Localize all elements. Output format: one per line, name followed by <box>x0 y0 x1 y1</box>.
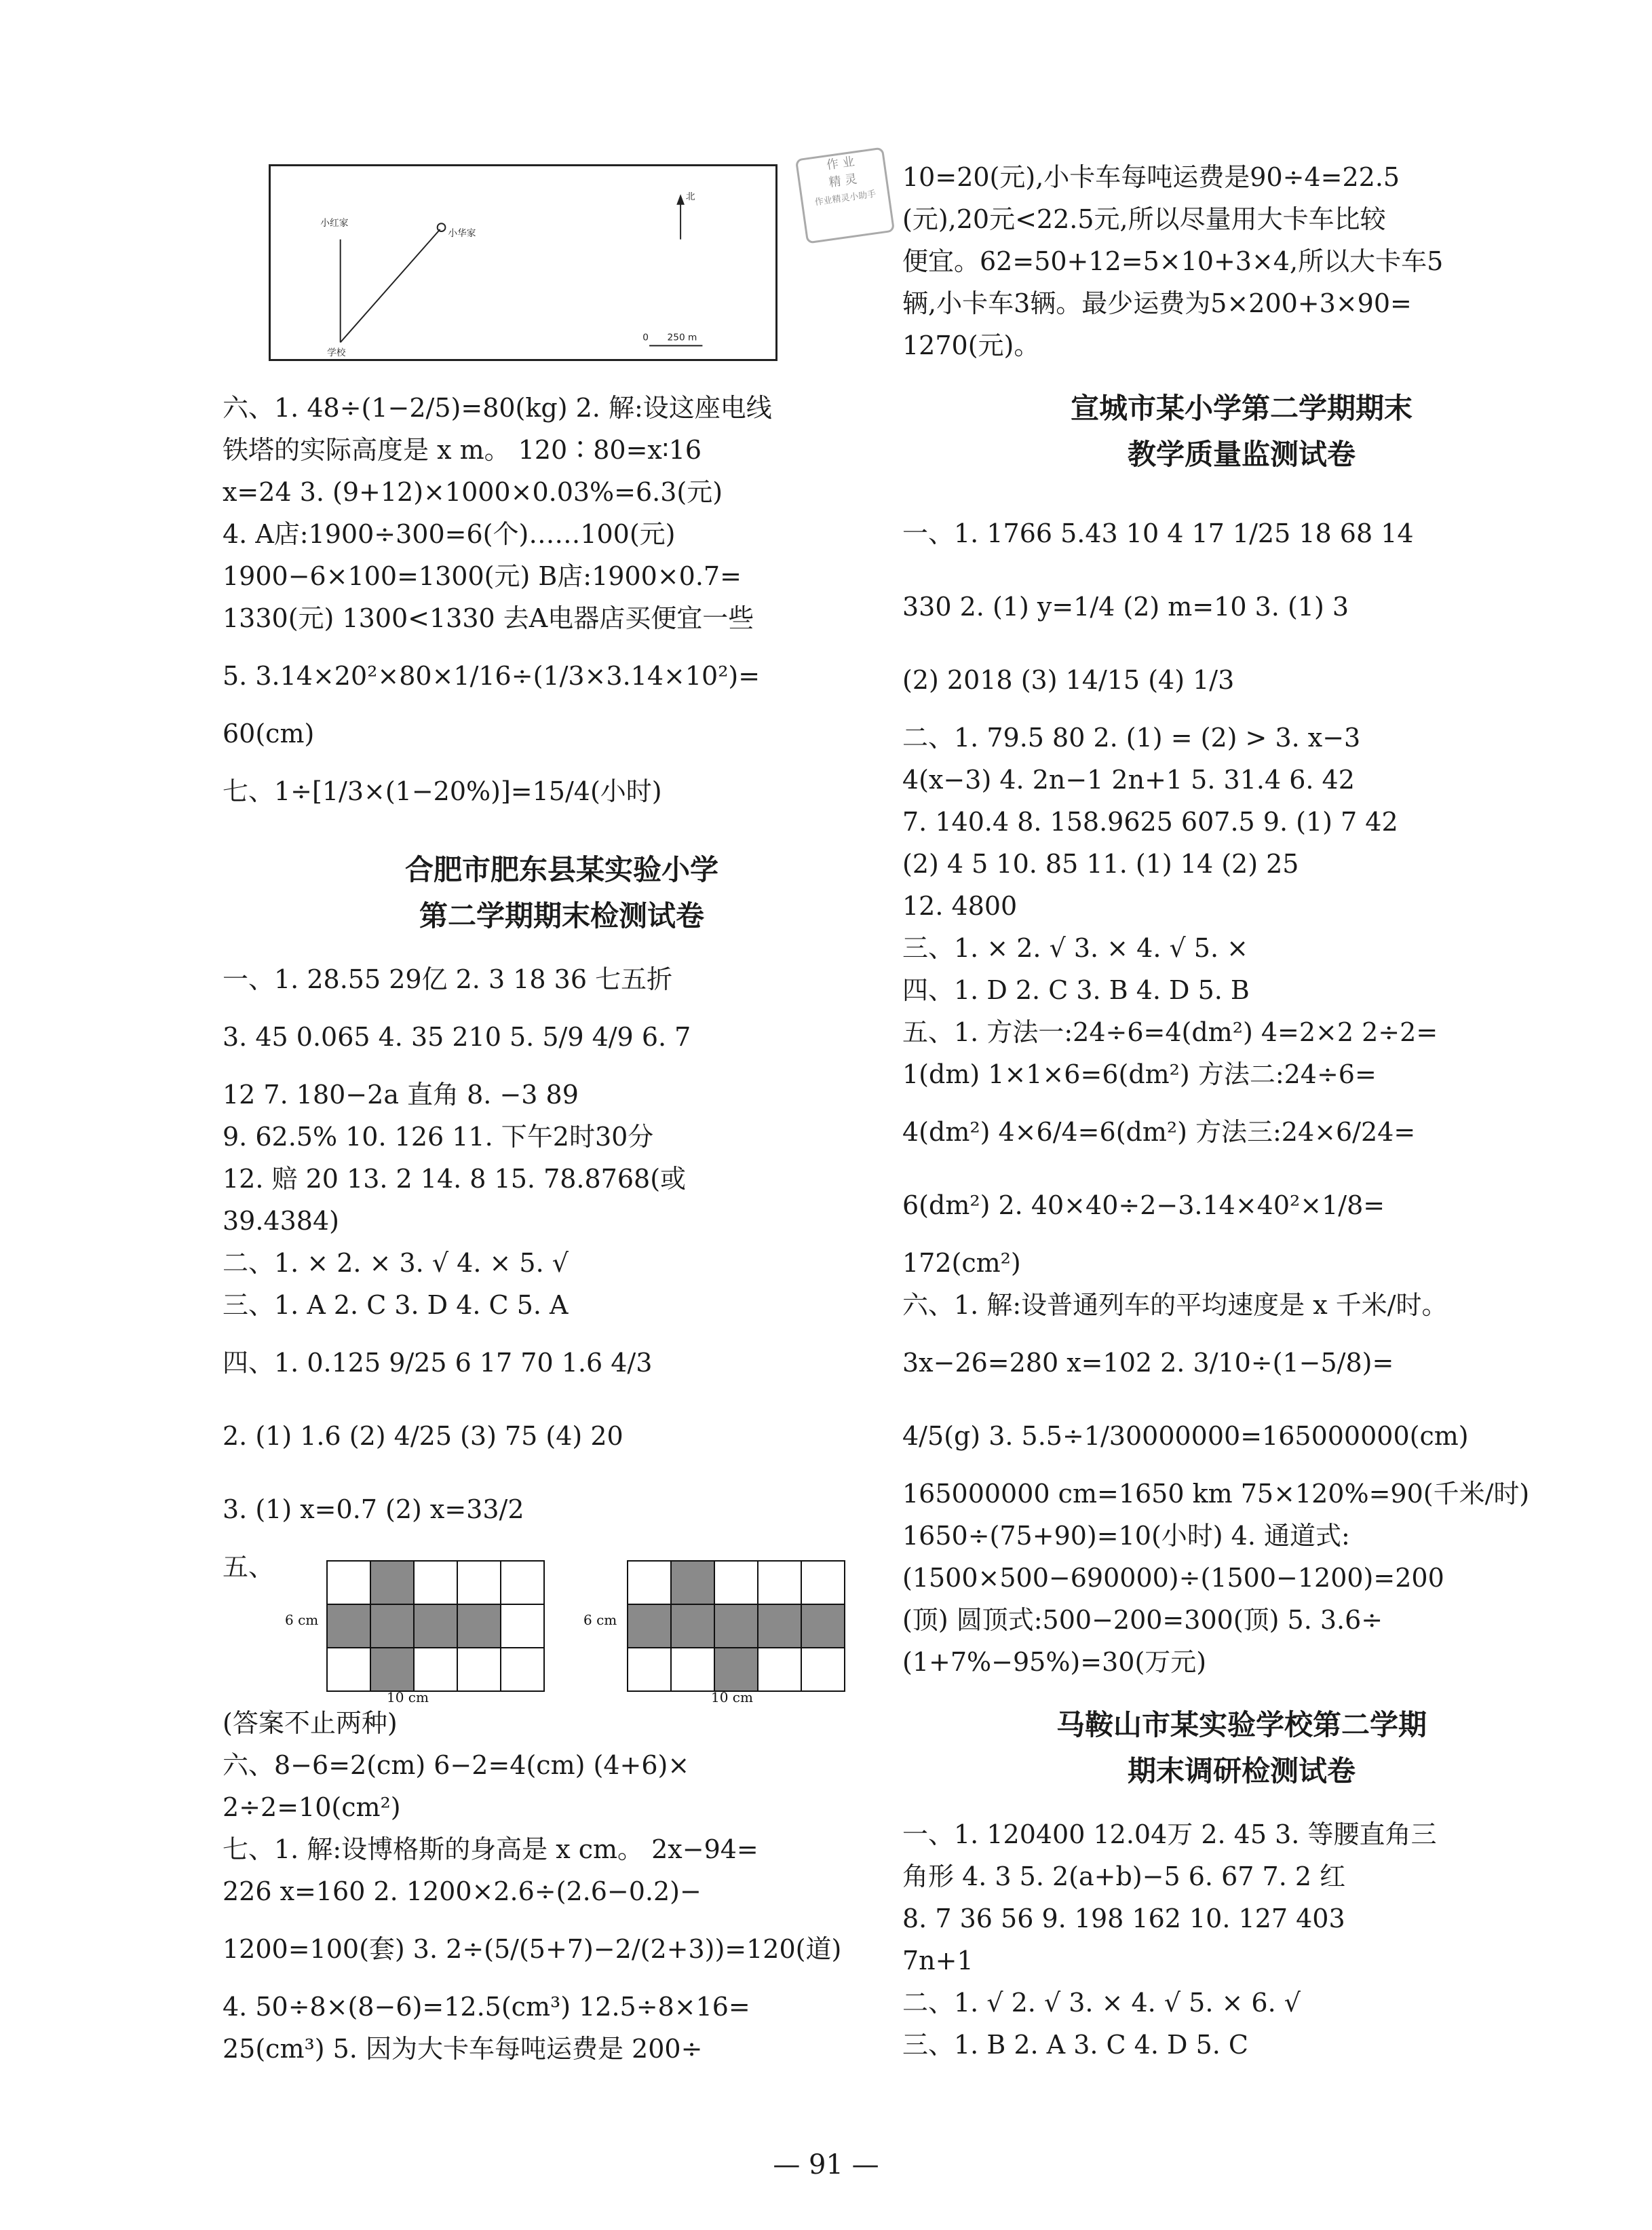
answer-line: (1+7%−95%)=30(万元) <box>902 1647 1207 1677</box>
map-svg <box>271 166 775 359</box>
answer-line: (2) 2018 (3) 14/15 (4) 1/3 <box>902 665 1235 695</box>
stamp-line-1: 作 业 <box>825 154 856 173</box>
answer-line: 1650÷(75+90)=10(小时) 4. 通道式: <box>902 1521 1350 1551</box>
shaded-cell <box>671 1604 714 1648</box>
answer-line: 二、1. × 2. × 3. √ 4. × 5. √ <box>223 1248 569 1278</box>
answer-line: 8. 7 36 56 9. 198 162 10. 127 403 <box>902 1904 1345 1933</box>
right-column <box>902 156 1581 2066</box>
stamp-line-2: 精 灵 <box>828 172 858 191</box>
answer-line: 7. 140.4 8. 158.9625 607.5 9. (1) 7 42 <box>902 807 1398 837</box>
grid-cell <box>801 1561 845 1604</box>
section-title: 第二学期期末检测试卷 <box>419 899 704 932</box>
answer-line: 五、 <box>223 1552 275 1582</box>
answer-line: 六、8−6=2(cm) 6−2=4(cm) (4+6)× <box>223 1750 690 1780</box>
shaded-cell <box>370 1648 414 1691</box>
shaded-cell <box>327 1604 370 1648</box>
answer-line: (答案不止两种) <box>223 1708 398 1738</box>
north-label: 北 <box>685 191 695 202</box>
grid-cell <box>327 1648 370 1691</box>
grid-cell <box>501 1604 544 1648</box>
xiaohong-label: 小红家 <box>320 218 349 229</box>
map-figure <box>269 164 777 361</box>
scale-zero-label: 0 <box>642 332 649 343</box>
answer-line: 4(x−3) 4. 2n−1 2n+1 5. 31.4 6. 42 <box>902 765 1355 795</box>
answer-line: 5. 3.14×20²×80×1/16÷(1/3×3.14×10²)= <box>223 661 761 691</box>
answer-line: (1500×500−690000)÷(1500−1200)=200 <box>902 1563 1444 1593</box>
answer-line: 3x−26=280 x=102 2. 3/10÷(1−5/8)= <box>902 1348 1394 1378</box>
answer-line: 4. 50÷8×(8−6)=12.5(cm³) 12.5÷8×16= <box>223 1992 750 2022</box>
answer-line: x=24 3. (9+12)×1000×0.03%=6.3(元) <box>223 477 723 507</box>
answer-line: 二、1. 79.5 80 2. (1) = (2) > 3. x−3 <box>902 723 1361 753</box>
grid-svg <box>285 1554 855 1710</box>
answer-line: 1(dm) 1×1×6=6(dm²) 方法二:24÷6= <box>902 1059 1377 1089</box>
grid-cell <box>414 1561 457 1604</box>
xiaohua-marker <box>438 223 446 231</box>
grid-cell <box>501 1561 544 1604</box>
answer-line: 便宜。62=50+12=5×10+3×4,所以大卡车5 <box>902 246 1444 276</box>
answer-line: 六、1. 48÷(1−2/5)=80(kg) 2. 解:设这座电线 <box>223 393 772 423</box>
answer-line: 二、1. √ 2. √ 3. × 4. √ 5. × 6. √ <box>902 1988 1301 2018</box>
answer-line: 9. 62.5% 10. 126 11. 下午2时30分 <box>223 1122 654 1152</box>
grid-figures <box>285 1554 855 1710</box>
answer-line: 1900−6×100=1300(元) B店:1900×0.7= <box>223 561 742 591</box>
xiaohua-label: 小华家 <box>448 227 476 239</box>
answer-line: 1200=100(套) 3. 2÷(5/(5+7)−2/(2+3))=120(道) <box>223 1934 842 1964</box>
answer-line: 7n+1 <box>902 1946 974 1976</box>
answer-line: 六、1. 解:设普通列车的平均速度是 x 千米/时。 <box>902 1290 1448 1320</box>
answer-line: 226 x=160 2. 1200×2.6÷(2.6−0.2)− <box>223 1876 702 1906</box>
section-title: 合肥市肥东县某实验小学 <box>404 853 718 886</box>
grid-cell <box>327 1561 370 1604</box>
shaded-cell <box>801 1604 845 1648</box>
grid-figure-b <box>628 1561 845 1691</box>
answer-line: (元),20元<22.5元,所以尽量用大卡车比较 <box>902 204 1386 234</box>
answer-line: 三、1. B 2. A 3. C 4. D 5. C <box>902 2030 1248 2060</box>
shaded-cell <box>714 1648 758 1691</box>
scale-label: 250 m <box>667 332 697 343</box>
answer-line: 七、1÷[1/3×(1−20%)]=15/4(小时) <box>223 776 662 806</box>
section-title: 宣城市某小学第二学期期末 <box>1070 392 1413 425</box>
answer-line: 三、1. × 2. √ 3. × 4. √ 5. × <box>902 933 1248 963</box>
answer-line: 4(dm²) 4×6/4=6(dm²) 方法三:24×6/24= <box>902 1117 1416 1147</box>
grid-cell <box>628 1648 671 1691</box>
answer-line: 60(cm) <box>223 719 315 749</box>
answer-line: 一、1. 1766 5.43 10 4 17 1/25 18 68 14 <box>902 518 1414 548</box>
grid-a-height-label: 6 cm <box>285 1612 319 1628</box>
answer-line: 39.4384) <box>223 1206 339 1236</box>
answer-line: 铁塔的实际高度是 x m。 120∶80=x∶16 <box>223 435 702 465</box>
answer-line: 一、1. 120400 12.04万 2. 45 3. 等腰直角三 <box>902 1819 1437 1849</box>
answer-line: 四、1. 0.125 9/25 6 17 70 1.6 4/3 <box>223 1348 653 1378</box>
shaded-cell <box>758 1604 801 1648</box>
grid-cell <box>457 1561 501 1604</box>
answer-line: (2) 4 5 10. 85 11. (1) 14 (2) 25 <box>902 849 1299 879</box>
answer-line: (顶) 圆顶式:500−200=300(顶) 5. 3.6÷ <box>902 1605 1383 1635</box>
section-title: 马鞍山市某实验学校第二学期 <box>1056 1708 1427 1741</box>
grid-cell <box>758 1561 801 1604</box>
north-arrow-head <box>676 194 685 205</box>
school-label: 学校 <box>327 347 346 359</box>
answer-line: 12. 赔 20 13. 2 14. 8 15. 78.8768(或 <box>223 1164 687 1194</box>
answer-line: 七、1. 解:设博格斯的身高是 x cm。 2x−94= <box>223 1834 758 1864</box>
left-column <box>223 387 901 2070</box>
answer-line: 一、1. 28.55 29亿 2. 3 18 36 七五折 <box>223 964 673 994</box>
answer-line: 12. 4800 <box>902 891 1018 921</box>
answer-line: 172(cm²) <box>902 1248 1021 1278</box>
answer-line: 五、1. 方法一:24÷6=4(dm²) 4=2×2 2÷2= <box>902 1017 1438 1047</box>
answer-line: 3. 45 0.065 4. 35 210 5. 5/9 4/9 6. 7 <box>223 1022 691 1052</box>
grid-cell <box>414 1648 457 1691</box>
shaded-cell <box>714 1604 758 1648</box>
grid-cell <box>714 1561 758 1604</box>
section-title: 教学质量监测试卷 <box>1127 438 1356 471</box>
map-line-school-xiaohua <box>341 229 440 342</box>
grid-cell <box>801 1648 845 1691</box>
answer-line: 角形 4. 3 5. 2(a+b)−5 6. 67 7. 2 红 <box>902 1862 1346 1891</box>
grid-cell <box>501 1648 544 1691</box>
shaded-cell <box>370 1561 414 1604</box>
answer-line: 四、1. D 2. C 3. B 4. D 5. B <box>902 975 1250 1005</box>
grid-cell <box>628 1561 671 1604</box>
answer-line: 4. A店:1900÷300=6(个)……100(元) <box>223 519 676 549</box>
answer-line: 330 2. (1) y=1/4 (2) m=10 3. (1) 3 <box>902 592 1349 622</box>
grid-a-width-label: 10 cm <box>387 1689 429 1705</box>
answer-line: 三、1. A 2. C 3. D 4. C 5. A <box>223 1290 569 1320</box>
answer-line: 165000000 cm=1650 km 75×120%=90(千米/时) <box>902 1479 1530 1509</box>
shaded-cell <box>457 1604 501 1648</box>
answer-line: 10=20(元),小卡车每吨运费是90÷4=22.5 <box>902 162 1400 192</box>
answer-line: 1330(元) 1300<1330 去A电器店买便宜一些 <box>223 603 754 633</box>
shaded-cell <box>370 1604 414 1648</box>
shaded-cell <box>671 1561 714 1604</box>
grid-cell <box>457 1648 501 1691</box>
grid-cell <box>758 1648 801 1691</box>
answer-line: 辆,小卡车3辆。最少运费为5×200+3×90= <box>902 288 1412 318</box>
page-number: — 91 — <box>773 2149 879 2180</box>
grid-cell <box>671 1648 714 1691</box>
grid-figure-a <box>327 1561 544 1691</box>
grid-b-height-label: 6 cm <box>583 1612 617 1628</box>
answer-line: 3. (1) x=0.7 (2) x=33/2 <box>223 1494 524 1524</box>
grid-b-width-label: 10 cm <box>711 1689 753 1705</box>
section-title: 期末调研检测试卷 <box>1127 1754 1356 1788</box>
shaded-cell <box>414 1604 457 1648</box>
shaded-cell <box>628 1604 671 1648</box>
answer-line: 6(dm²) 2. 40×40÷2−3.14×40²×1/8= <box>902 1190 1385 1220</box>
stamp-line-3: 作业精灵小助手 <box>814 189 877 208</box>
answer-line: 12 7. 180−2a 直角 8. −3 89 <box>223 1080 579 1110</box>
stamp-logo <box>795 147 895 244</box>
answer-line: 4/5(g) 3. 5.5÷1/30000000=165000000(cm) <box>902 1421 1469 1451</box>
answer-line: 1270(元)。 <box>902 330 1040 360</box>
answer-line: 2÷2=10(cm²) <box>223 1792 401 1822</box>
answer-line: 2. (1) 1.6 (2) 4/25 (3) 75 (4) 20 <box>223 1421 623 1451</box>
answer-line: 25(cm³) 5. 因为大卡车每吨运费是 200÷ <box>223 2034 703 2064</box>
